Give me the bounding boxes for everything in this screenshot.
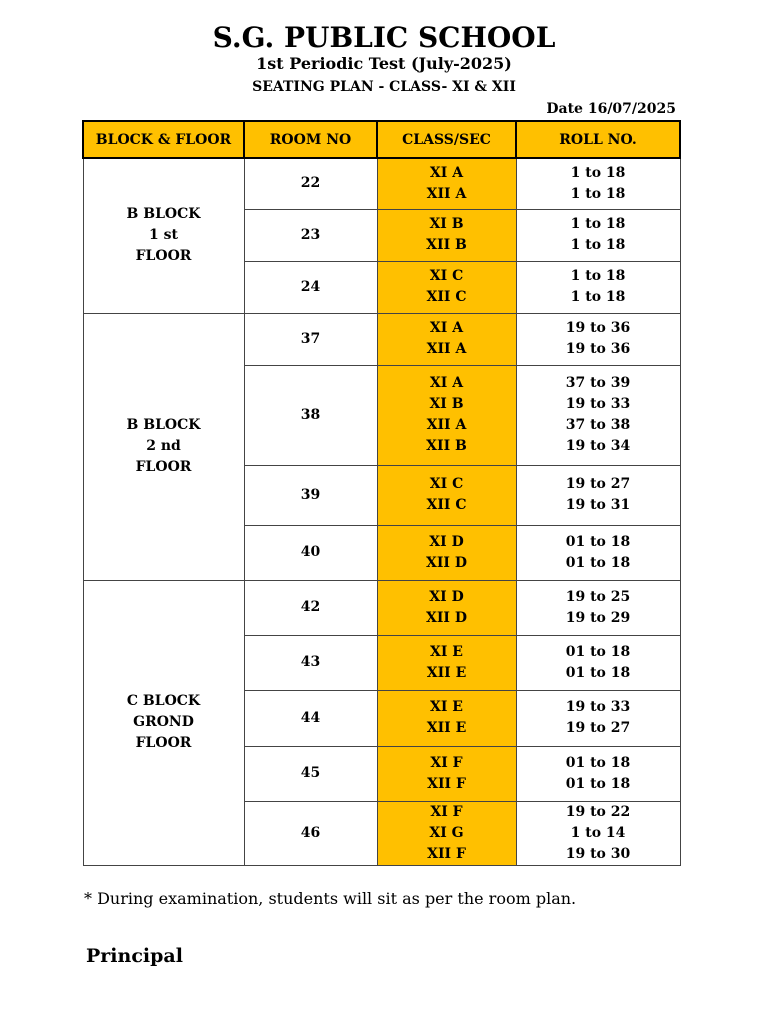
seating-plan-heading: SEATING PLAN - CLASS- XI & XII [252,79,516,95]
seating-table-body [83,158,680,865]
room-number: 38 [244,365,377,465]
block-floor-line: B BLOCK [126,206,201,223]
class-sec-value: XI B [429,216,464,232]
roll-no-value: 01 to 18 [565,533,631,550]
class-sec-value: XI B [429,396,464,412]
class-sec-cell [377,690,516,746]
roll-no-value: 37 to 38 [565,417,631,433]
roll-no-value: 1 to 18 [570,185,626,202]
exam-note: * During examination, students will sit as per the room plan. [84,889,577,908]
class-sec-value: XI C [429,268,464,284]
header-roll-no: ROLL NO. [516,121,680,158]
roll-no-value: 01 to 18 [565,554,631,571]
roll-no-value: 19 to 31 [565,497,631,513]
class-sec-cell [377,746,516,801]
class-sec-cell [377,209,516,261]
room-number: 23 [244,209,377,261]
block-floor-line: FLOOR [135,735,192,751]
class-sec-value: XI C [429,476,464,492]
room-number: 46 [244,801,377,865]
room-number: 22 [244,158,377,209]
block-floor-line: 1 st [149,227,178,244]
header-room-no: ROOM NO [244,121,377,158]
roll-no-value: 19 to 29 [565,609,631,626]
roll-no-cell [516,635,680,690]
roll-no-value: 19 to 30 [565,845,631,862]
room-number: 40 [244,525,377,580]
roll-no-value: 1 to 18 [570,216,626,232]
class-sec-value: XII F [427,845,466,862]
class-sec-value: XI E [430,643,463,660]
roll-no-value: 01 to 18 [565,643,631,660]
room-number: 24 [244,261,377,313]
class-sec-value: XII E [426,720,467,736]
block-floor-line: GROND [133,714,194,730]
roll-no-value: 19 to 33 [565,396,631,412]
class-sec-value: XII D [426,554,467,571]
roll-no-value: 1 to 18 [570,268,626,284]
class-sec-cell [377,365,516,465]
class-sec-cell [377,158,516,209]
room-number: 42 [244,580,377,635]
roll-no-cell [516,261,680,313]
class-sec-value: XII A [426,185,467,202]
class-sec-value: XII F [427,775,466,792]
roll-no-value: 1 to 18 [570,164,626,181]
seating-table [82,120,681,866]
roll-no-cell [516,313,680,365]
block-floor-line: FLOOR [135,459,192,475]
class-sec-value: XI A [429,375,464,391]
class-sec-value: XII D [426,609,467,626]
room-number: 44 [244,690,377,746]
block-floor-cell [83,580,244,865]
roll-no-value: 01 to 18 [565,775,631,792]
table-row [83,313,680,365]
roll-no-value: 1 to 18 [570,289,626,305]
class-sec-value: XI A [429,164,464,181]
roll-no-value: 19 to 36 [565,341,631,357]
roll-no-cell [516,746,680,801]
class-sec-cell [377,801,516,865]
roll-no-cell [516,465,680,525]
roll-no-cell [516,158,680,209]
roll-no-value: 19 to 34 [565,438,631,454]
roll-no-value: 1 to 14 [570,824,626,841]
roll-no-value: 01 to 18 [565,664,631,681]
roll-no-value: 1 to 18 [570,237,626,253]
class-sec-cell [377,261,516,313]
roll-no-value: 19 to 22 [565,803,631,820]
room-number: 39 [244,465,377,525]
roll-no-cell [516,365,680,465]
date-label: Date 16/07/2025 [546,101,676,117]
roll-no-value: 19 to 33 [565,699,631,715]
roll-no-value: 37 to 39 [565,375,631,391]
roll-no-value: 01 to 18 [565,754,631,771]
class-sec-value: XI F [430,754,463,771]
principal-signature: Principal [86,945,183,967]
block-floor-line: C BLOCK [126,693,201,709]
class-sec-value: XII C [426,289,467,305]
class-sec-cell [377,580,516,635]
block-floor-line: 2 nd [146,438,181,454]
roll-no-value: 19 to 27 [565,720,631,736]
header-class-sec: CLASS/SEC [377,121,516,158]
roll-no-cell [516,525,680,580]
class-sec-value: XII A [426,417,467,433]
class-sec-value: XI D [429,533,464,550]
class-sec-value: XI G [429,824,464,841]
class-sec-value: XII B [426,237,467,253]
class-sec-value: XII B [426,438,467,454]
roll-no-cell [516,209,680,261]
roll-no-cell [516,580,680,635]
class-sec-value: XII A [426,341,467,357]
roll-no-value: 19 to 36 [565,320,631,336]
class-sec-cell [377,313,516,365]
table-row [83,158,680,209]
class-sec-value: XI F [430,803,463,820]
test-subtitle: 1st Periodic Test (July-2025) [256,54,512,73]
block-floor-cell [83,313,244,580]
class-sec-value: XI A [429,320,464,336]
block-floor-cell [83,158,244,313]
table-row [83,580,680,635]
room-number: 37 [244,313,377,365]
class-sec-value: XI D [429,588,464,605]
roll-no-cell [516,690,680,746]
block-floor-line: B BLOCK [126,417,201,433]
school-title: S.G. PUBLIC SCHOOL [212,21,556,54]
table-header-row [83,121,680,158]
class-sec-cell [377,465,516,525]
class-sec-value: XII C [426,497,467,513]
room-number: 43 [244,635,377,690]
class-sec-cell [377,635,516,690]
class-sec-value: XI E [430,699,463,715]
class-sec-value: XII E [426,664,467,681]
class-sec-cell [377,525,516,580]
header-block-floor: BLOCK & FLOOR [83,121,244,158]
roll-no-value: 19 to 27 [565,476,631,492]
roll-no-cell [516,801,680,865]
block-floor-line: FLOOR [135,248,192,265]
roll-no-value: 19 to 25 [565,588,631,605]
room-number: 45 [244,746,377,801]
